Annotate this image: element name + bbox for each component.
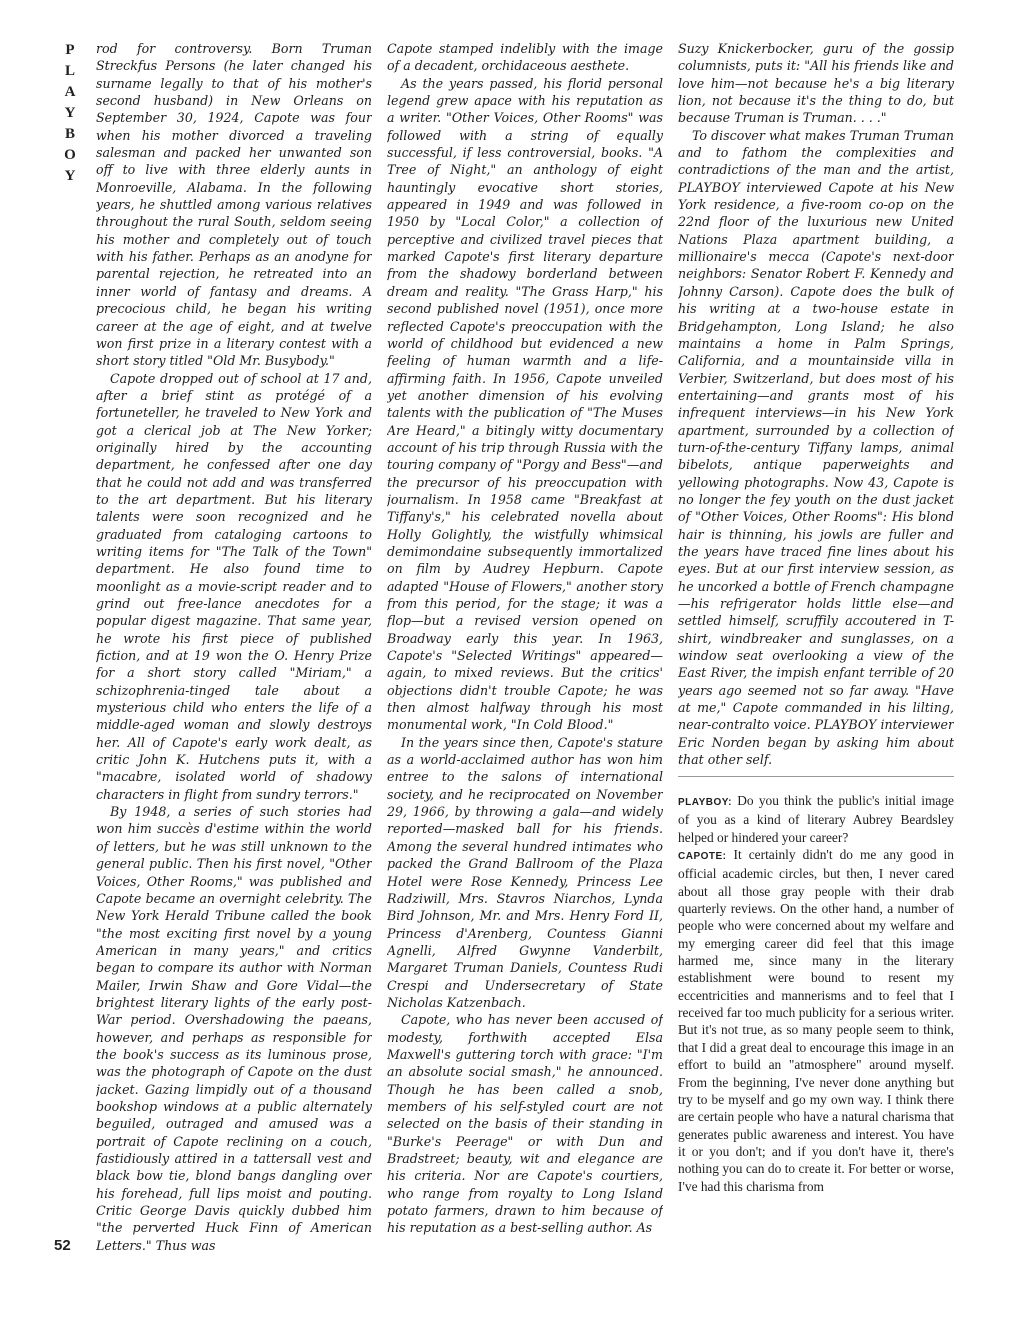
paragraph: Capote dropped out of school at 17 and, after a brief stint as protégé of a fortuneteller, he traveled to New York and got a clerical job at The New Yorker; originally hired by the accounting department, he confessed after one day that he could not add and was transferred to the art department. But his literary talents were soon recognized and he graduated from cataloging cartoons to writing items for "The Talk of the Town" department. He also found time to moonlight as a movie-script reader and to grind out free-lance anecdotes for a popular digest magazine. That same year, he wrote his first piece of published fiction, and at 19 won the O. Henry Prize for a short story called "Miriam," a schizophrenia-tinged tale about a mysterious child who enters the life of a middle-aged woman and slowly destroys her. All of Capote's early work dealt, as critic John K. Hutchens puts it, with a "macabre, isolated world of shadowy characters in flight from sundry terrors." <box>96 370 372 802</box>
answer <box>678 846 954 1195</box>
masthead-letter: Y <box>64 105 76 121</box>
masthead-letter: Y <box>64 168 76 184</box>
intro-column-1 <box>96 40 372 1280</box>
interview-qa <box>678 792 954 1282</box>
speaker-label: PLAYBOY: <box>678 797 733 808</box>
masthead-letter: P <box>65 42 75 58</box>
masthead-letter: L <box>64 63 75 79</box>
speaker-label: CAPOTE: <box>678 851 727 863</box>
paragraph: rod for controversy. Born Truman Streckfus Persons (he later changed his surname legally to that of his mother's second husband) in New Orleans on September 30, 1924, Capote was four when his mother divorced a traveling salesman and packed her unwanted son off to live with three elderly aunts in Monroeville, Alabama. In the following years, he shuttled among various relatives throughout the rural South, seldom seeing his mother and completely out of touch with his father. Perhaps as an anodyne for parental rejection, he retreated into an inner world of fantasy and dreams. A precocious child, he began his writing career at the age of eight, and at twelve won first prize in a literary contest with a short story titled "Old Mr. Busybody." <box>96 41 372 369</box>
masthead-letter: A <box>64 84 76 100</box>
magazine-masthead <box>60 40 80 187</box>
question <box>678 792 954 846</box>
question-text: Do you think the public's initial image of you as a kind of literary Aubrey Beardsley helped or hindered your career? <box>678 793 954 845</box>
paragraph: Capote, who has never been accused of modesty, forthwith accepted Elsa Maxwell's guttering torch with grace: "I'm an absolute social smash," he announced. Though he has been called a snob, members of his self-styled court are not selected on the basis of their standing in "Burke's Peerage" or with Dun and Bradstreet; beauty, wit and elegance are his criteria. Nor are Capote's courtiers, who range from royalty to Long Island potato farmers, drawn to him because of his reputation as a best-selling author. As <box>387 1012 663 1236</box>
paragraph: To discover what makes Truman Truman and to fathom the complexities and contradictions of the man and the artist, PLAYBOY interviewed Capote at his New York residence, a five-room co-op on the 22nd floor of the luxurious new United Nations Plaza apartment building, a millionaire's mecca (Capote's next-door neighbors: Senator Robert F. Kennedy and Johnny Carson). Capote does the bulk of his writing at a two-house estate in Bridgehampton, Long Island; he also maintains a home in Palm Springs, California, and a mountainside villa in Verbier, Switzerland, but does most of his entertaining—and grants most of his infrequent interviews—in his New York apartment, surrounded by a collection of turn-of-the-century Tiffany lamps, animal bibelots, antique paperweights and yellowing photographs. Now 43, Capote is no longer the fey youth on the dust jacket of "Other Voices, Other Rooms": His blond hair is thinning, his jowls are fuller and the years have traced fine lines about his eyes. But at our first interview session, as he uncorked a bottle of French champagne—his refrigerator holds little else—and settled himself, scruffily accoutered in T-shirt, windbreaker and sunglasses, on a window seat overlooking a view of the East River, the impish enfant terrible of 20 years ago seemed not so far away. "Have at me," Capote commanded in his lilting, near-contralto voice. PLAYBOY interviewer Eric Norden began by asking him about that other self. <box>678 127 954 768</box>
paragraph: As the years passed, his florid personal legend grew apace with his reputation as a writer. "Other Voices, Other Rooms" was followed with a string of equally successful, if less controversial, books. "A Tree of Night," an anthology of eight hauntingly evocative short stories, appeared in 1949 and was followed in 1950 by "Local Color," a collection of perceptive and civilized travel pieces that marked Capote's first literary departure from the shadowy borderland between dream and reality. "The Grass Harp," his second published novel (1951), once more reflected Capote's preoccupation with the world of childhood but evidenced a new feeling of human warmth and a life-affirming faith. In 1956, Capote unveiled yet another dimension of his evolving talents with the publication of "The Muses Are Heard," a bitingly witty documentary account of his trip through Russia with the touring company of "Porgy and Bess"—and the precursor of his preoccupation with journalism. In 1958 came "Breakfast at Tiffany's," his celebrated novella about Holly Golightly, the wistfully whimsical demimondaine subsequently immortalized on film by Audrey Hepburn. Capote adapted "House of Flowers," another story from this period, for the stage; it was a flop—but a revised version opened on Broadway early this year. In 1963, Capote's "Selected Writings" appeared—again, to mixed reviews. But the critics' objections didn't trouble Capote; he was then almost halfway through his most monumental work, "In Cold Blood." <box>387 75 663 733</box>
paragraph: Capote stamped indelibly with the image of a decadent, orchidaceous aesthete. <box>387 41 663 74</box>
paragraph: By 1948, a series of such stories had won him succès d'estime within the world of letters, but he was still unknown to the general public. Then his first novel, "Other Voices, Other Rooms," was published and Capote became an overnight celebrity. The New York Herald Tribune called the book "the most exciting first novel by a young American in many years," and critics began to compare its author with Norman Mailer, Irwin Shaw and Gore Vidal—the brightest literary lights of the early post-War period. Overshadowing the paeans, however, and perhaps as responsible for the book's success as its luminous prose, was the photograph of Capote on the dust jacket. Gazing limpidly out of a thousand bookshop windows at a public alternately beguiled, outraged and amused was a portrait of Capote reclining on a couch, fastidiously attired in a tattersall vest and black bow tie, blond bangs dangling over his forehead, full lips moist and pouting. Critic George Davis quickly dubbed him "the perverted Huck Finn of American Letters." Thus was <box>96 804 372 1253</box>
masthead-letter: B <box>64 126 75 142</box>
section-divider <box>678 776 954 777</box>
page-number: 52 <box>54 1237 71 1254</box>
answer-text: It certainly didn't do me any good in official academic circles, but then, I never cared about all those gray people with their drab quarterly reviews. On the other hand, a number of people who were concerned about my welfare and my emerging career did feel that this image harmed me, since many in the literary establishment were bound to resent my eccentricities and mannerisms and to feel that I received far too much publicity for a serious writer. But it's not true, as so many people seem to think, that I did a great deal to encourage this image in an effort to build an "atmosphere" around myself. From the beginning, I've never done anything but try to be myself and go my own way. I think there are certain people who have a natural charisma that generates public awareness and interest. You have it or you don't; and if you don't have it, there's nothing you can do to create it. For better or worse, I've had this charisma from <box>678 847 954 1194</box>
paragraph: In the years since then, Capote's stature as a world-acclaimed author has won him entree to the salons of international society, and he reciprocated on November 29, 1966, by throwing a gala—and widely reported—masked ball for his friends. Among the several hundred intimates who packed the Grand Ballroom of the Plaza Hotel were Rose Kennedy, Princess Lee Radziwill, Mrs. Stavros Niarchos, Lynda Bird Johnson, Mr. and Mrs. Henry Ford II, Princess d'Arenberg, Countess Gianni Agnelli, Alfred Gwynne Vanderbilt, Margaret Truman Daniels, Countess Rudi Crespi and Undersecretary of State Nicholas Katzenbach. <box>387 734 663 1010</box>
masthead-letter: O <box>64 147 76 163</box>
paragraph: Suzy Knickerbocker, guru of the gossip columnists, puts it: "All his friends like and love him—not because he's a big literary lion, not because it's the thing to do, but because Truman is Truman. . . ." <box>678 41 954 126</box>
intro-column-3 <box>678 40 954 775</box>
intro-column-2 <box>387 40 663 1280</box>
